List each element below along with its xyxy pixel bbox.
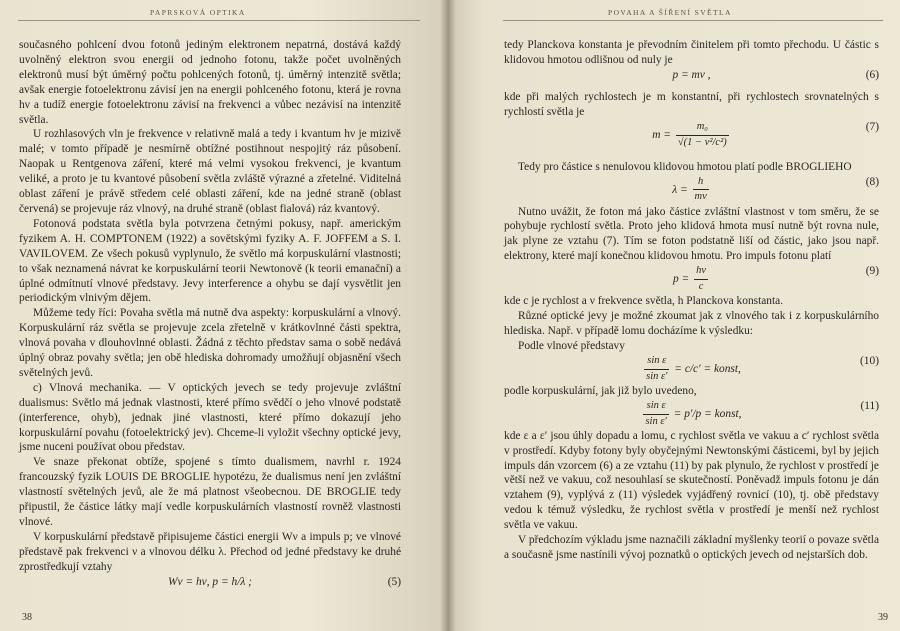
right-head-rule <box>503 20 883 21</box>
left-head-rule <box>18 20 420 21</box>
equation-8-fraction <box>693 175 709 206</box>
right-paragraph: Různé optické jevy je možné zkoumat jak z vlnového tak i z korpuskulárního hlediska. Např. v případě lomu docházíme k výsledku: <box>504 310 879 337</box>
right-paragraph: kde ε a ε′ jsou úhly dopadu a lomu, c rychlost světla ve vakuu a c′ rychlost světla v prostředí. Kdyby fotony byly obyčejnými Newtonskými částicemi, byl by jejich impuls dán vzorcem (6) a ze vztahu (11) by pak plynulo, že rychlost v prostředí je větší než ve vakuu, což nesouhlasí se skutečností. Poněvadž impuls fotonu je dán vztahem (9), vyplývá z (11) výsledek vyjádřený rovnicí (10), tj. obě představy vedou k témuž výsledku, že rychlost světla v prostředí je menší než rychlost světla ve vakuu. <box>504 429 879 532</box>
equation-9-fraction <box>694 264 708 295</box>
left-page <box>0 0 448 631</box>
equation-10-rest: = c/c′ = konst, <box>674 362 741 375</box>
equation-11-numerator: sin ε <box>643 399 668 415</box>
equation-7-numerator: m₀ <box>676 120 729 136</box>
left-paragraph: Můžeme tedy říci: Povaha světla má nutně dva aspekty: korpuskulární a vlnový. Korpuskulární ráz světla se projevuje zcela zřetelně v krátkovlnné části spektra, vlnová povaha v dlouhovlnné oblasti. Žádná z těchto představ sama o sobě nedává úplný obraz povahy světla; jen obě hlediska dohromady umožňují objasnění všech světelných jevů. <box>19 307 401 379</box>
right-paragraph: kde při malých rychlostech je m konstantní, při rychlostech srovnatelných s rychlostí světla je <box>504 90 879 118</box>
book-gutter-shadow <box>440 0 456 631</box>
equation-7-number: (7) <box>865 120 879 133</box>
equation-11-fraction <box>643 399 668 430</box>
right-paragraph: kde c je rychlost a ν frekvence světla, h Planckova konstanta. <box>504 295 784 308</box>
equation-9-numerator: hν <box>694 264 708 280</box>
right-paragraph: Tedy pro částice s nenulovou klidovou hmotou platí podle BROGLIEHO <box>518 160 852 173</box>
right-page <box>448 0 900 631</box>
equation-8-lhs: λ = <box>672 183 688 196</box>
equation-10-numerator: sin ε <box>644 354 669 370</box>
equation-6-text: p = mv , <box>672 68 711 81</box>
right-paragraph: V předchozím výkladu jsme naznačili základní myšlenky teorií o povaze světla a současně jsme nastínili vývoj poznatků o optických jevech od nejstarších dob. <box>504 534 880 561</box>
equation-6-number: (6) <box>865 68 879 81</box>
equation-9-number: (9) <box>865 265 879 278</box>
equation-8-numerator: h <box>693 175 709 191</box>
right-paragraph: podle korpuskulární, jak již bylo uvedeno, <box>504 384 697 397</box>
left-paragraph: c) Vlnová mechanika. — V optických jevech se tedy projevuje zvláštní dualismus: Světlo má jednak vlastnosti, které přímo svědčí o jeho vlnové podstatě (interference, ohyb), jednak jiné vlastnosti, které přímo dokazují jeho korpuskulární povahu (fotoelektrický jev). Chceme-li vyložit všechny optické jevy, jsme nuceni používat obou představ. <box>19 381 401 454</box>
equation-7-fraction <box>676 120 729 151</box>
right-paragraph: tedy Planckova konstanta je převodním činitelem při tomto přechodu. U částic s klidovou hmotou odlišnou od nuly je <box>504 39 879 66</box>
right-body <box>504 38 879 563</box>
equation-8-denominator: mv <box>694 191 707 203</box>
equation-7-denominator: √(1 − v²/c²) <box>677 136 727 148</box>
right-running-head: POVAHA A ŠÍŘENÍ SVĚTLA <box>608 8 732 17</box>
left-paragraph: V korpuskulární představě připisujeme částici energii Wν a impuls p; ve vlnové představě pak frekvenci ν a vlnovou délku λ. Přechod od jedné představy ke druhé zprostředkují vztahy <box>19 530 401 573</box>
equation-5-number: (5) <box>387 575 401 588</box>
equation-11-denominator: sin ε′ <box>645 415 667 427</box>
equation-5 <box>19 575 401 597</box>
equation-6 <box>504 68 879 90</box>
right-paragraph: Nutno uvážit, že foton má jako částice zvláštní vlastnost v tom směru, že se pohybuje rychlostí světla. Proto jeho klidová hmota musí nutně být rovna nule, jak plyne ze vztahu (7). Tím se foton podstatně liší od částic, jako jsou např. elektrony, které mají konečnou klidovou hmotu. Pro impuls fotonu platí <box>504 205 879 263</box>
equation-9 <box>504 264 879 294</box>
left-paragraph: U rozhlasových vln je frekvence ν relativně malá a tedy i kvantum hν je mizivě malé; v tomto případě je nesmírně obtížné postihnout nespojitý ráz působení. Naopak u Rentgenova záření, které má velmi vysokou frekvenci, je kvantum veliké, a proto je tu kvantové působení světla zvláště výrazné a zřetelné. Viditelná oblast záření je právě středem celé oblasti záření, kde na jedné straně (oblast červená) se projevuje ráz vlnový, na druhé straně (oblast fialová) ráz kvantový. <box>19 128 401 215</box>
equation-10 <box>504 354 879 384</box>
equation-8-number: (8) <box>865 175 879 188</box>
left-paragraph: Ve snaze překonat obtíže, spojené s tímto dualismem, navrhl r. 1924 francouzský fyzik LOUIS DE BROGLIE hypotézu, že dualismus není jen zvláštní vlastností světelných jevů, ale že má platnost všeobecnou. DE BROGLIE tedy připustil, že částice látky mají vedle korpuskulárních vlastností rovněž vlastnosti vlnové. <box>19 456 401 528</box>
equation-9-denominator: c <box>698 281 704 293</box>
left-running-head: PAPRSKOVÁ OPTIKA <box>150 8 246 17</box>
right-page-number: 39 <box>878 612 888 623</box>
left-page-number: 38 <box>22 612 32 623</box>
equation-10-number: (10) <box>860 354 879 367</box>
right-paragraph: Podle vlnové představy <box>518 339 625 352</box>
equation-8 <box>504 175 879 205</box>
equation-11 <box>504 399 879 429</box>
equation-7-lhs: m = <box>652 128 671 141</box>
left-paragraph: současného pohlcení dvou fotonů jediným elektronem nepatrná, dostává každý uvolněný elektron svou energii od jednoho fotonu, takže počet uvolněných elektronů musí být úměrný počtu pohlcených fotonů, tj. úměrný intenzitě světla; avšak energie fotoelektronu závisí jen na energii pohlceného fotonu, která je rovna hν a tudíž energie fotoelektronu závisí na frekvenci a vůbec nezávisí na intenzitě světla. <box>19 39 401 126</box>
equation-5-text: Wν = hν, p = h/λ ; <box>168 575 252 588</box>
left-paragraph: Fotonová podstata světla byla potvrzena četnými pokusy, např. americkým fyzikem A. H. COMPTONEM (1922) a sovětskými fyziky A. F. JOFFEM a S. I. VAVILOVEM. Ze všech pokusů vyplynulo, že světlo má korpuskulární vlastnosti; to však neznamená návrat ke korpuskulární teorii Newtonově (k teorii emanační) a úplné odmítnutí vlnové představy. Jevy interference a ohybu se dají vysvětlit jen periodickým vlnivým dějem. <box>19 217 401 305</box>
equation-10-fraction <box>644 354 669 385</box>
left-body <box>19 38 401 597</box>
equation-7 <box>504 120 879 160</box>
equation-10-denominator: sin ε′ <box>646 370 668 382</box>
equation-11-rest: = p′/p = konst, <box>673 407 742 420</box>
equation-9-lhs: p = <box>672 273 690 286</box>
equation-11-number: (11) <box>860 399 879 412</box>
